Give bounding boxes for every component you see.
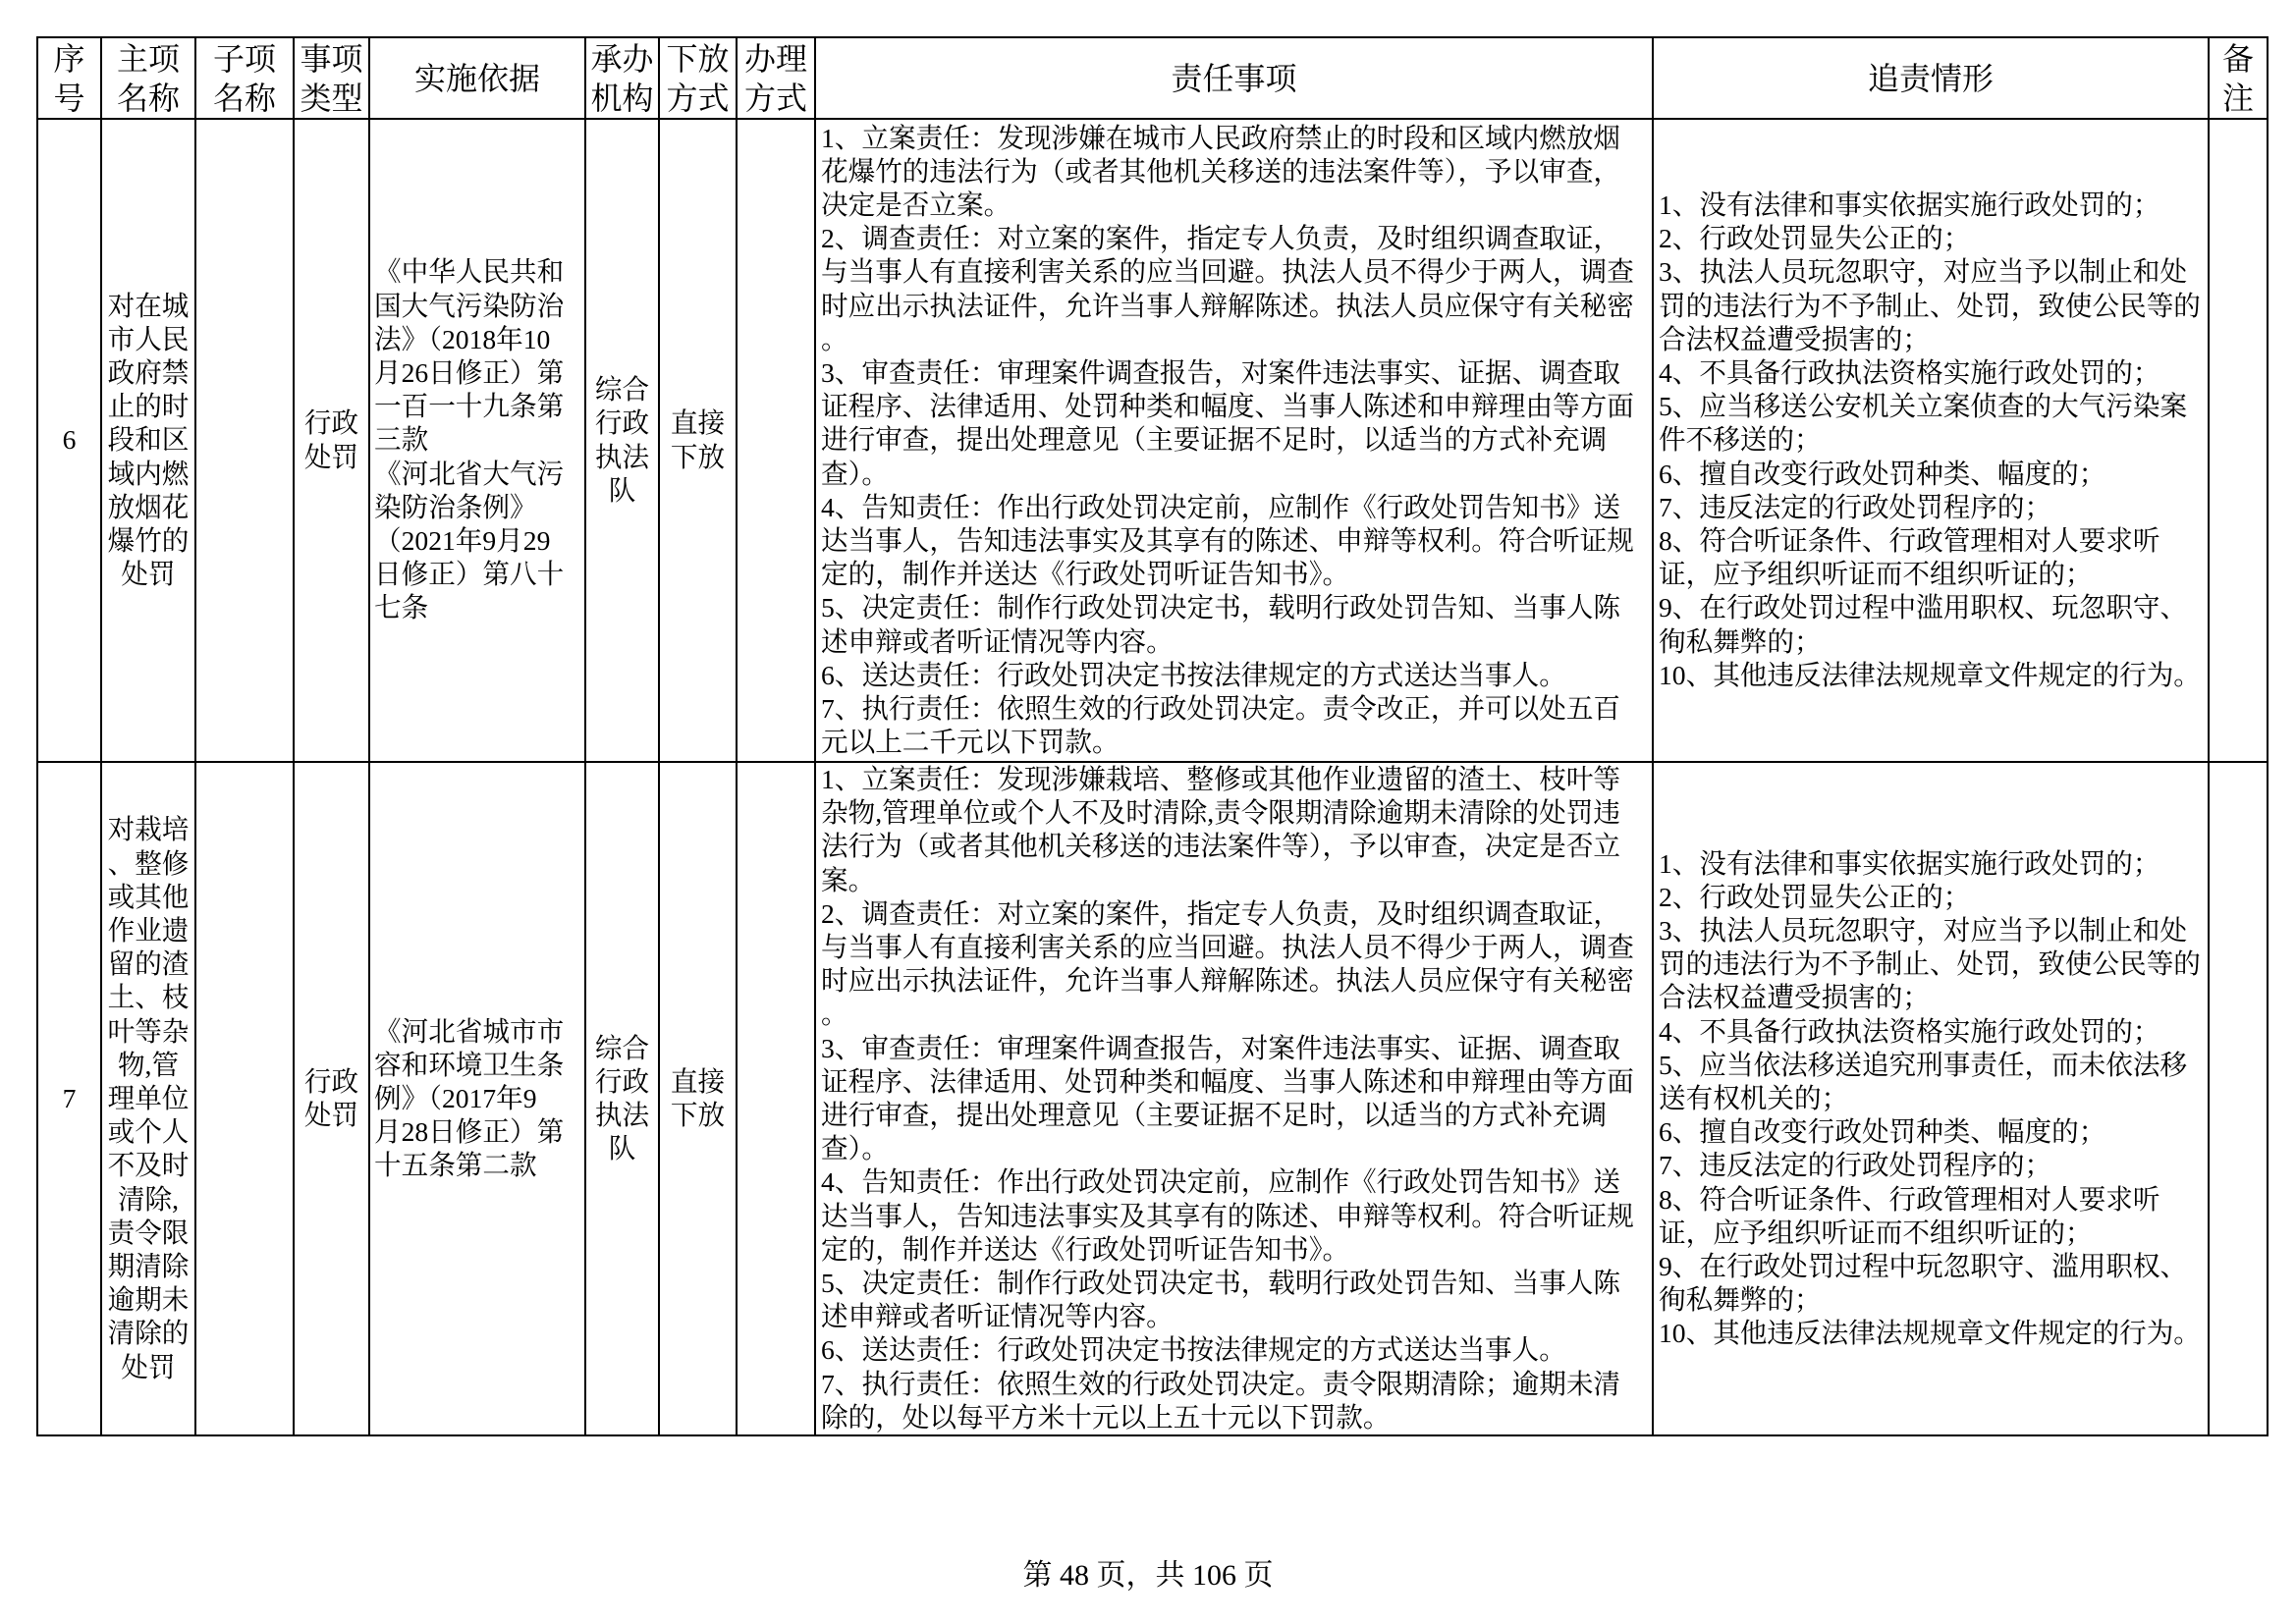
header-accountability: 追责情形 bbox=[1653, 37, 2209, 119]
remarks-cell bbox=[2209, 119, 2268, 762]
table-row bbox=[37, 762, 2268, 1435]
basis-line: 例》（2017年9 bbox=[374, 1082, 537, 1113]
responsibility-line: 证程序、法律适用、处罚种类和幅度、当事人陈述和申辩理由等方面 bbox=[821, 391, 1634, 422]
accountability-line: 罚的违法行为不予制止、处罚，致使公民等的 bbox=[1659, 290, 2201, 321]
seq-cell: 7 bbox=[37, 762, 101, 1435]
accountability-line: 件不移送的； bbox=[1659, 424, 1822, 456]
accountability-cell bbox=[1653, 762, 2209, 1435]
department-line: 行政 bbox=[594, 1065, 650, 1097]
handling-cell bbox=[737, 119, 815, 762]
accountability-cell bbox=[1653, 119, 2209, 762]
responsibility-line: 法行为（或者其他机关移送的违法案件等），予以审查，决定是否立 bbox=[821, 831, 1621, 862]
basis-line: 三款 bbox=[374, 424, 429, 456]
basis-line: 月26日修正）第 bbox=[374, 356, 565, 388]
header-seq: 序号 bbox=[37, 37, 101, 119]
responsibility-line: 2、调查责任：对立案的案件，指定专人负责，及时组织调查取证， bbox=[821, 223, 1621, 254]
responsibility-line: 4、告知责任：作出行政处罚决定前，应制作《行政处罚告知书》送 bbox=[821, 1166, 1621, 1198]
main-item-line: 叶等杂 bbox=[107, 1015, 190, 1047]
header-responsibilities: 责任事项 bbox=[815, 37, 1653, 119]
responsibility-line: 定的，制作并送达《行政处罚听证告知书》。 bbox=[821, 559, 1350, 590]
main-item-line: 物,管 bbox=[117, 1049, 180, 1080]
responsibility-line: 除的，处以每平方米十元以上五十元以下罚款。 bbox=[821, 1401, 1391, 1433]
accountability-line: 2、行政处罚显失公正的； bbox=[1659, 881, 1971, 912]
item-type-line: 行政 bbox=[303, 1065, 359, 1097]
accountability-line: 10、其他违反法律法规规章文件规定的行为。 bbox=[1659, 1318, 2201, 1349]
basis-line: 十五条第二款 bbox=[374, 1150, 537, 1181]
accountability-line: 9、在行政处罚过程中玩忽职守、滥用职权、 bbox=[1659, 1250, 2188, 1281]
main-item-line: 土、枝 bbox=[107, 982, 190, 1013]
main-item-line: 期清除 bbox=[107, 1250, 190, 1281]
main-item-text bbox=[102, 813, 194, 1383]
sub-item-cell bbox=[195, 119, 294, 762]
delegation-line: 下放 bbox=[670, 1100, 726, 1131]
page-number: 第 48 页，共 106 页 bbox=[1022, 1559, 1274, 1592]
main-item-line: 责令限 bbox=[107, 1217, 190, 1248]
responsibility-line: 定的，制作并送达《行政处罚听证告知书》。 bbox=[821, 1233, 1350, 1265]
responsibility-line: 决定是否立案。 bbox=[821, 189, 1011, 220]
accountability-line: 3、执法人员玩忽职守，对应当予以制止和处 bbox=[1659, 256, 2188, 288]
sub-item-cell bbox=[195, 762, 294, 1435]
responsibility-line: 达当事人，告知违法事实及其享有的陈述、申辩等权利。符合听证规 bbox=[821, 1200, 1634, 1231]
accountability-line: 合法权益遭受损害的； bbox=[1659, 982, 1930, 1013]
responsibility-table-container bbox=[36, 36, 2267, 1436]
responsibility-line: 2、调查责任：对立案的案件，指定专人负责，及时组织调查取证， bbox=[821, 897, 1621, 929]
main-item-line: 逾期未 bbox=[107, 1284, 190, 1316]
accountability-line: 1、没有法律和事实依据实施行政处罚的； bbox=[1659, 847, 2160, 879]
main-item-cell bbox=[101, 119, 195, 762]
responsibility-line: 3、审查责任：审理案件调查报告，对案件违法事实、证据、调查取 bbox=[821, 356, 1621, 388]
main-item-line: 市人民 bbox=[107, 323, 190, 354]
responsibility-line: 7、执行责任：依照生效的行政处罚决定。责令限期清除；逾期未清 bbox=[821, 1368, 1621, 1399]
header-sub-item: 子项名称 bbox=[195, 37, 294, 119]
accountability-line: 5、应当移送公安机关立案侦查的大气污染案 bbox=[1659, 391, 2188, 422]
main-item-line: 政府禁 bbox=[107, 356, 190, 388]
main-item-cell bbox=[101, 762, 195, 1435]
responsibilities-cell bbox=[815, 119, 1653, 762]
responsibility-line: 。 bbox=[821, 999, 848, 1030]
responsibility-line: 6、送达责任：行政处罚决定书按法律规定的方式送达当事人。 bbox=[821, 1334, 1566, 1366]
responsibility-line: 述申辩或者听证情况等内容。 bbox=[821, 625, 1174, 657]
accountability-line: 10、其他违反法律法规规章文件规定的行为。 bbox=[1659, 659, 2201, 690]
accountability-line: 8、符合听证条件、行政管理相对人要求听 bbox=[1659, 525, 2160, 556]
seq-cell: 6 bbox=[37, 119, 101, 762]
responsibility-line: 达当事人，告知违法事实及其享有的陈述、申辩等权利。符合听证规 bbox=[821, 525, 1634, 556]
delegation-cell bbox=[659, 762, 737, 1435]
header-basis: 实施依据 bbox=[369, 37, 585, 119]
basis-line: 国大气污染防治 bbox=[374, 290, 565, 321]
responsibilities-cell bbox=[815, 762, 1653, 1435]
basis-line: 《河北省大气污 bbox=[374, 458, 565, 489]
responsibility-line: 1、立案责任：发现涉嫌在城市人民政府禁止的时段和区域内燃放烟 bbox=[821, 122, 1621, 153]
department-text bbox=[586, 373, 658, 508]
responsibility-table bbox=[36, 36, 2269, 1436]
item-type-line: 处罚 bbox=[303, 1100, 359, 1131]
basis-line: 染防治条例》 bbox=[374, 491, 537, 522]
accountability-line: 证，应予组织听证而不组织听证的； bbox=[1659, 559, 2093, 590]
responsibility-line: 时应出示执法证件，允许当事人辩解陈述。执法人员应保守有关秘密 bbox=[821, 290, 1634, 321]
main-item-line: 止的时 bbox=[107, 391, 190, 422]
responsibility-line: 元以上二千元以下罚款。 bbox=[821, 727, 1120, 758]
accountability-line: 6、擅自改变行政处罚种类、幅度的； bbox=[1659, 458, 2106, 489]
delegation-line: 直接 bbox=[670, 407, 726, 439]
main-item-line: 理单位 bbox=[107, 1082, 190, 1113]
main-item-line: 或其他 bbox=[107, 881, 190, 912]
header-delegation: 下放方式 bbox=[659, 37, 737, 119]
accountability-text bbox=[1654, 189, 2208, 692]
item-type-line: 处罚 bbox=[303, 441, 359, 472]
responsibility-line: 案。 bbox=[821, 864, 876, 895]
responsibility-line: 证程序、法律适用、处罚种类和幅度、当事人陈述和申辩理由等方面 bbox=[821, 1065, 1634, 1097]
main-item-line: 作业遗 bbox=[107, 914, 190, 946]
main-item-line: 爆竹的 bbox=[107, 525, 190, 556]
accountability-line: 3、执法人员玩忽职守，对应当予以制止和处 bbox=[1659, 914, 2188, 946]
accountability-line: 罚的违法行为不予制止、处罚，致使公民等的 bbox=[1659, 948, 2201, 980]
accountability-line: 5、应当依法移送追究刑事责任，而未依法移 bbox=[1659, 1049, 2188, 1080]
responsibility-line: 6、送达责任：行政处罚决定书按法律规定的方式送达当事人。 bbox=[821, 659, 1566, 690]
header-main-item: 主项名称 bbox=[101, 37, 195, 119]
main-item-line: 处罚 bbox=[121, 559, 176, 590]
accountability-text bbox=[1654, 847, 2208, 1351]
main-item-line: 清除, bbox=[117, 1183, 180, 1215]
accountability-line: 6、擅自改变行政处罚种类、幅度的； bbox=[1659, 1116, 2106, 1148]
accountability-line: 送有权机关的； bbox=[1659, 1082, 1849, 1113]
item-type-line: 行政 bbox=[303, 407, 359, 439]
basis-line: 法》（2018年10 bbox=[374, 323, 551, 354]
accountability-line: 8、符合听证条件、行政管理相对人要求听 bbox=[1659, 1183, 2160, 1215]
delegation-text bbox=[660, 406, 736, 473]
responsibilities-text bbox=[816, 122, 1652, 760]
main-item-line: 对栽培 bbox=[107, 814, 190, 845]
responsibility-line: 与当事人有直接利害关系的应当回避。执法人员不得少于两人，调查 bbox=[821, 256, 1634, 288]
basis-line: 日修正）第八十 bbox=[374, 559, 565, 590]
department-cell bbox=[585, 119, 659, 762]
delegation-line: 直接 bbox=[670, 1065, 726, 1097]
responsibility-line: 。 bbox=[821, 323, 848, 354]
main-item-line: 对在城 bbox=[107, 290, 190, 321]
basis-line: 月28日修正）第 bbox=[374, 1116, 565, 1148]
basis-line: 《河北省城市市 bbox=[374, 1015, 565, 1047]
main-item-line: 或个人 bbox=[107, 1116, 190, 1148]
responsibility-line: 3、审查责任：审理案件调查报告，对案件违法事实、证据、调查取 bbox=[821, 1032, 1621, 1063]
responsibility-line: 查）。 bbox=[821, 458, 889, 489]
accountability-line: 证，应予组织听证而不组织听证的； bbox=[1659, 1217, 2093, 1248]
basis-line: 容和环境卫生条 bbox=[374, 1049, 565, 1080]
handling-cell bbox=[737, 762, 815, 1435]
remarks-cell bbox=[2209, 762, 2268, 1435]
accountability-line: 7、违反法定的行政处罚程序的； bbox=[1659, 491, 2052, 522]
table-row bbox=[37, 119, 2268, 762]
responsibility-line: 5、决定责任：制作行政处罚决定书，载明行政处罚告知、当事人陈 bbox=[821, 1268, 1621, 1299]
accountability-line: 徇私舞弊的； bbox=[1659, 625, 1822, 657]
main-item-line: 留的渣 bbox=[107, 948, 190, 980]
accountability-line: 4、不具备行政执法资格实施行政处罚的； bbox=[1659, 356, 2160, 388]
responsibility-line: 1、立案责任：发现涉嫌栽培、整修或其他作业遗留的渣土、枝叶等 bbox=[821, 764, 1621, 794]
responsibility-line: 时应出示执法证件，允许当事人辩解陈述。执法人员应保守有关秘密 bbox=[821, 965, 1634, 997]
delegation-text bbox=[660, 1065, 736, 1132]
department-line: 执法 bbox=[594, 441, 650, 472]
accountability-line: 1、没有法律和事实依据实施行政处罚的； bbox=[1659, 189, 2160, 220]
responsibilities-text bbox=[816, 763, 1652, 1434]
main-item-line: 放烟花 bbox=[107, 491, 190, 522]
responsibility-line: 进行审查，提出处理意见（主要证据不足时，以适当的方式补充调 bbox=[821, 1100, 1608, 1131]
item-type-text bbox=[295, 1065, 368, 1132]
header-department: 承办机构 bbox=[585, 37, 659, 119]
main-item-line: 段和区 bbox=[107, 424, 190, 456]
department-line: 综合 bbox=[594, 1032, 650, 1063]
item-type-cell bbox=[294, 762, 369, 1435]
responsibility-line: 与当事人有直接利害关系的应当回避。执法人员不得少于两人，调查 bbox=[821, 932, 1634, 963]
accountability-line: 9、在行政处罚过程中滥用职权、玩忽职守、 bbox=[1659, 592, 2188, 623]
department-text bbox=[586, 1032, 658, 1166]
delegation-cell bbox=[659, 119, 737, 762]
department-line: 行政 bbox=[594, 407, 650, 439]
basis-line: 七条 bbox=[374, 592, 429, 623]
main-item-line: 清除的 bbox=[107, 1318, 190, 1349]
responsibility-line: 进行审查，提出处理意见（主要证据不足时，以适当的方式补充调 bbox=[821, 424, 1608, 456]
basis-line: （2021年9月29 bbox=[374, 525, 551, 556]
basis-text bbox=[370, 1015, 584, 1183]
header-item-type: 事项类型 bbox=[294, 37, 369, 119]
basis-line: 《中华人民共和 bbox=[374, 256, 565, 288]
basis-line: 一百一十九条第 bbox=[374, 391, 565, 422]
header-remarks: 备注 bbox=[2209, 37, 2268, 119]
main-item-text bbox=[102, 290, 194, 592]
main-item-line: 处罚 bbox=[121, 1351, 176, 1382]
item-type-cell bbox=[294, 119, 369, 762]
basis-cell bbox=[369, 119, 585, 762]
responsibility-line: 杂物,管理单位或个人不及时清除,责令限期清除逾期未清除的处罚违 bbox=[821, 797, 1621, 829]
responsibility-line: 4、告知责任：作出行政处罚决定前，应制作《行政处罚告知书》送 bbox=[821, 491, 1621, 522]
main-item-line: 域内燃 bbox=[107, 458, 190, 489]
main-item-line: 不及时 bbox=[107, 1150, 190, 1181]
accountability-line: 徇私舞弊的； bbox=[1659, 1284, 1822, 1316]
accountability-line: 合法权益遭受损害的； bbox=[1659, 323, 1930, 354]
accountability-line: 2、行政处罚显失公正的； bbox=[1659, 223, 1971, 254]
accountability-line: 7、违反法定的行政处罚程序的； bbox=[1659, 1150, 2052, 1181]
responsibility-line: 7、执行责任：依照生效的行政处罚决定。责令改正，并可以处五百 bbox=[821, 693, 1621, 725]
item-type-text bbox=[295, 406, 368, 473]
department-line: 队 bbox=[608, 1133, 636, 1164]
main-item-line: 、整修 bbox=[107, 847, 190, 879]
delegation-line: 下放 bbox=[670, 441, 726, 472]
department-line: 综合 bbox=[594, 374, 650, 406]
department-line: 执法 bbox=[594, 1100, 650, 1131]
basis-text bbox=[370, 255, 584, 624]
responsibility-line: 5、决定责任：制作行政处罚决定书，载明行政处罚告知、当事人陈 bbox=[821, 592, 1621, 623]
table-header-row bbox=[37, 37, 2268, 119]
department-cell bbox=[585, 762, 659, 1435]
header-handling: 办理方式 bbox=[737, 37, 815, 119]
accountability-line: 4、不具备行政执法资格实施行政处罚的； bbox=[1659, 1015, 2160, 1047]
responsibility-line: 述申辩或者听证情况等内容。 bbox=[821, 1301, 1174, 1332]
basis-cell bbox=[369, 762, 585, 1435]
department-line: 队 bbox=[608, 474, 636, 506]
responsibility-line: 花爆竹的违法行为（或者其他机关移送的违法案件等），予以审查， bbox=[821, 155, 1621, 187]
responsibility-line: 查）。 bbox=[821, 1133, 889, 1164]
